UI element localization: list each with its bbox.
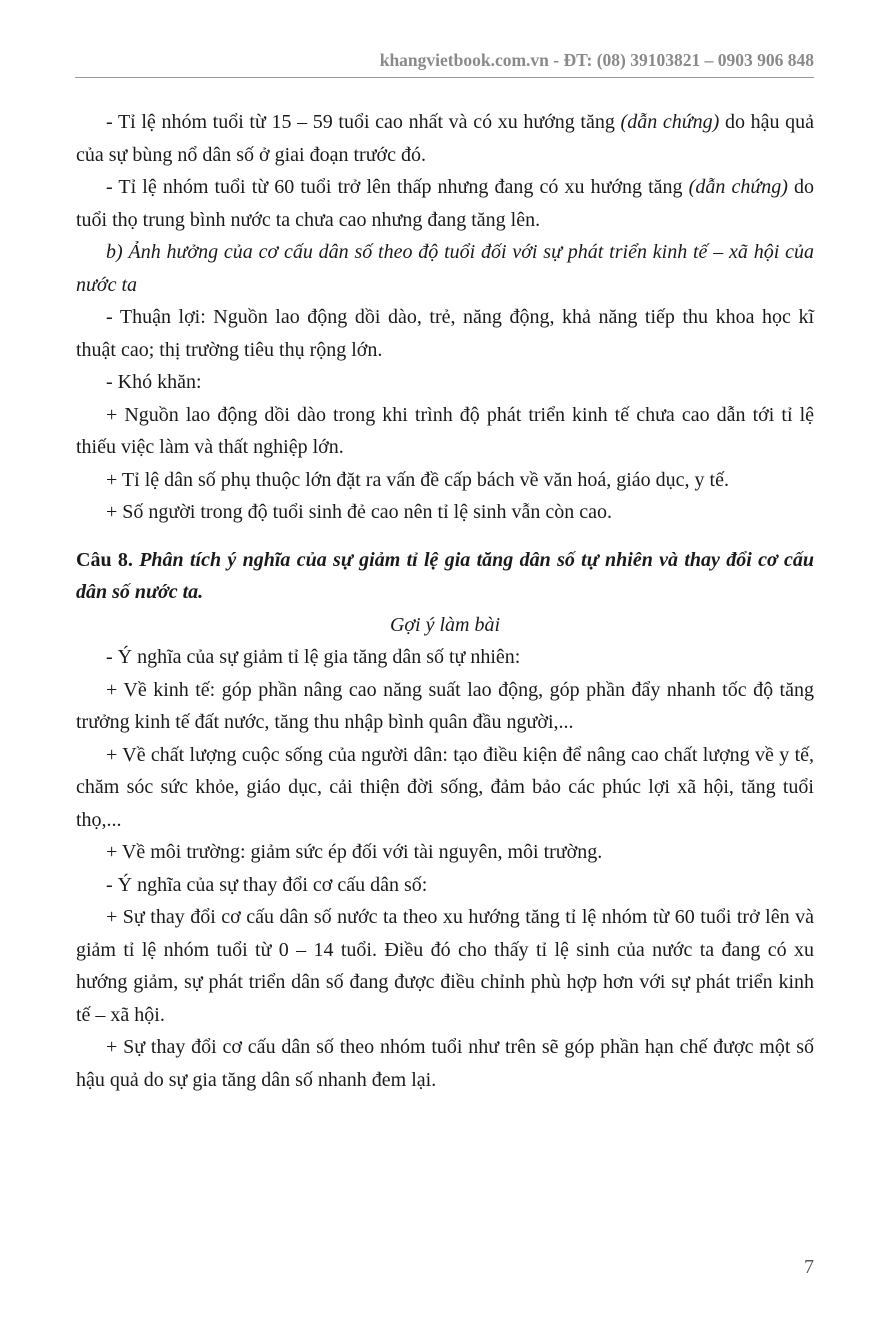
page-number: 7 <box>804 1256 814 1278</box>
paragraph: + Về kinh tế: góp phần nâng cao năng suất lao động, góp phần đẩy nhanh tốc độ tăng trưởng kinh tế đất nước, tăng thu nhập bình quân đầu người,... <box>76 678 814 733</box>
paragraph-text: do tuổi thọ trung bình nước ta chưa cao nhưng đang tăng lên. <box>76 176 815 231</box>
paragraph: + Về môi trường: giảm sức ép đối với tài nguyên, môi trường. <box>106 841 603 863</box>
hint-title: Gợi ý làm bài <box>389 613 501 636</box>
paragraph-text: - Tỉ lệ nhóm tuổi từ 60 tuổi trở lên thấp nhưng đang có xu hướng tăng <box>106 176 689 198</box>
paragraph: + Về chất lượng cuộc sống của người dân: tạo điều kiện để nâng cao chất lượng về y tế, chăm sóc sức khỏe, giáo dục, cải thiện đời sống, đảm bảo các phúc lợi xã hội, tăng tuổi thọ,... <box>76 743 814 831</box>
paragraph: + Số người trong độ tuổi sinh đẻ cao nên tỉ lệ sinh vẫn còn cao. <box>106 501 612 523</box>
paragraph: - Thuận lợi: Nguồn lao động dồi dào, trẻ, năng động, khả năng tiếp thu khoa học kĩ thuật cao; thị trường tiêu thụ rộng lớn. <box>76 306 814 361</box>
question-text: Phân tích ý nghĩa của sự giảm tỉ lệ gia tăng dân số tự nhiên và thay đổi cơ cấu dân số nước ta. <box>76 548 815 603</box>
paragraph: - Ý nghĩa của sự giảm tỉ lệ gia tăng dân số tự nhiên: <box>106 646 521 668</box>
page-body <box>76 106 814 1096</box>
section-subheading: b) Ảnh hưởng của cơ cấu dân số theo độ tuổi đối với sự phát triển kinh tế – xã hội của nước ta <box>76 241 814 296</box>
question-label: Câu 8. <box>76 548 133 571</box>
paragraph: + Nguồn lao động dồi dào trong khi trình độ phát triển kinh tế chưa cao dẫn tới tỉ lệ thiếu việc làm và thất nghiệp lớn. <box>76 403 814 458</box>
paragraph: - Khó khăn: <box>106 371 202 393</box>
paragraph: + Sự thay đổi cơ cấu dân số theo nhóm tuổi như trên sẽ góp phần hạn chế được một số hậu quả do sự gia tăng dân số nhanh đem lại. <box>76 1036 814 1091</box>
page-header: khangvietbook.com.vn - ĐT: (08) 39103821 – 0903 906 848 <box>75 50 814 78</box>
paragraph-emphasis: (dẫn chứng) <box>620 111 720 133</box>
question-heading <box>76 544 814 609</box>
paragraph: - Ý nghĩa của sự thay đổi cơ cấu dân số: <box>106 873 428 896</box>
paragraph: + Sự thay đổi cơ cấu dân số nước ta theo xu hướng tăng tỉ lệ nhóm từ 60 tuổi trở lên và giảm tỉ lệ nhóm tuổi từ 0 – 14 tuổi. Điều đó cho thấy tỉ lệ sinh của nước ta đang có xu hướng giảm, sự phát triển dân số đang được điều chỉnh phù hợp hơn với sự phát triển kinh tế – xã hội. <box>76 906 814 1026</box>
paragraph: + Tỉ lệ dân số phụ thuộc lớn đặt ra vấn đề cấp bách về văn hoá, giáo dục, y tế. <box>106 468 729 491</box>
paragraph-text: - Tỉ lệ nhóm tuổi từ 15 – 59 tuổi cao nhất và có xu hướng tăng <box>106 111 621 133</box>
paragraph-emphasis: (dẫn chứng) <box>688 176 788 198</box>
paragraph <box>76 171 814 236</box>
paragraph-text: do hậu quả của sự bùng nổ dân số ở giai đoạn trước đó. <box>76 111 814 166</box>
paragraph <box>76 106 814 171</box>
